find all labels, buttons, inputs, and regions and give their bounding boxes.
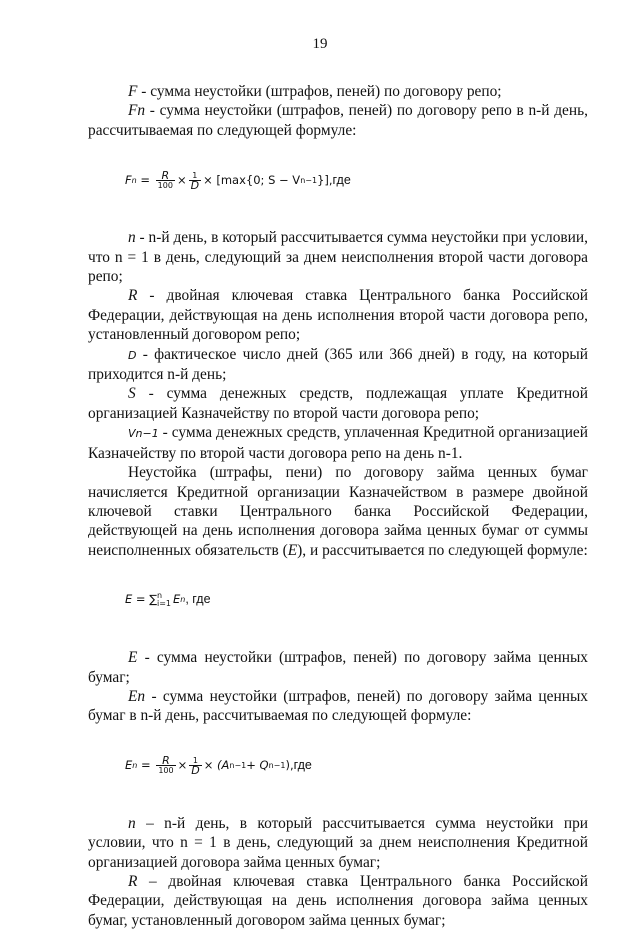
fraction-r-100: $\frac{R}{100}$ [158, 754, 174, 776]
paragraph: Vn−1 - сумма денежных средств, уплаченная Кредитной организацией Казначейству по второй части договора репо на день n-1. [88, 424, 588, 462]
paragraph: Fn - сумма неустойки (штрафов, пеней) по договору репо в n-й день, рассчитываемая по следующей формуле: [88, 102, 588, 139]
symbol-D: D [128, 348, 137, 362]
symbol-R: R [128, 287, 138, 305]
paragraph: F - сумма неустойки (штрафов, пеней) по договору репо; [128, 83, 502, 100]
formula-en: E n = $\frac{R}{100}$ × $\frac{1}{D}$ × (A n−1 + Q n−1 ), где [125, 754, 312, 778]
paragraph: S - сумма денежных средств, подлежащая уплате Кредитной организацией Казначейству по второй части договора репо; [88, 385, 588, 422]
symbol-E: E [287, 541, 298, 559]
symbol-n: n [128, 814, 136, 832]
symbol-S: S [128, 385, 136, 403]
paragraph: Неустойка (штрафы, пени) по договору займа ценных бумаг начисляется Кредитной организации Казначейством в размере двойной ключевой ставки Центрального банка Российской Федерации, действующей на день исполнения договора займа ценных бумаг от суммы неисполненных обязательств (E), и рассчитывается по следующей формуле: [88, 464, 588, 559]
paragraph: n - n-й день, в который рассчитывается сумма неустойки при условии, что n = 1 в день, следующий за днем неисполнения второй части договора репо; [88, 229, 588, 286]
paragraph: R - двойная ключевая ставка Центрального банка Российской Федерации, действующая на день исполнения второй части договора репо, установленный договором репо; [88, 287, 588, 344]
symbol-E: E [128, 649, 138, 667]
paragraph: n – n-й день, в который рассчитывается сумма неустойки при условии, что n = 1 в день, следующий за днем неисполнения Кредитной организацией договора займа ценных бумаг; [88, 814, 588, 871]
symbol-R: R [128, 872, 138, 890]
formula-fn: F n = $\frac{R}{100}$ × $\frac{1}{D}$ × [max{0; S − V n−1 }], где [125, 168, 351, 192]
fraction-r-100: $\frac{R}{100}$ [157, 168, 173, 190]
symbol-F: F [128, 83, 138, 100]
fraction-1-d: $\frac{1}{D}$ [190, 170, 200, 192]
paragraph: E - сумма неустойки (штрафов, пеней) по договору займа ценных бумаг; [88, 649, 588, 686]
page-number: 19 [312, 36, 328, 52]
symbol-Vn-1: Vn−1 [128, 427, 159, 441]
paragraph: R – двойная ключевая ставка Центрального банка Российской Федерации, действующая на день исполнения договора займа ценных бумаг, установленный договором займа ценных бумаг; [88, 872, 588, 929]
symbol-En: En [128, 687, 146, 705]
symbol-Fn: Fn [128, 102, 146, 120]
symbol-n: n [128, 229, 136, 247]
paragraph: En - сумма неустойки (штрафов, пеней) по договору займа ценных бумаг в n-й день, рассчитываемая по следующей формуле: [88, 687, 588, 725]
formula-e: E = ∑ n i=1 E n , где [125, 591, 211, 609]
fraction-1-d: $\frac{1}{D}$ [191, 756, 200, 778]
paragraph: D - фактическое число дней (365 или 366 дней) в году, на который приходится n-й день; [88, 345, 588, 384]
document-body [88, 82, 588, 930]
